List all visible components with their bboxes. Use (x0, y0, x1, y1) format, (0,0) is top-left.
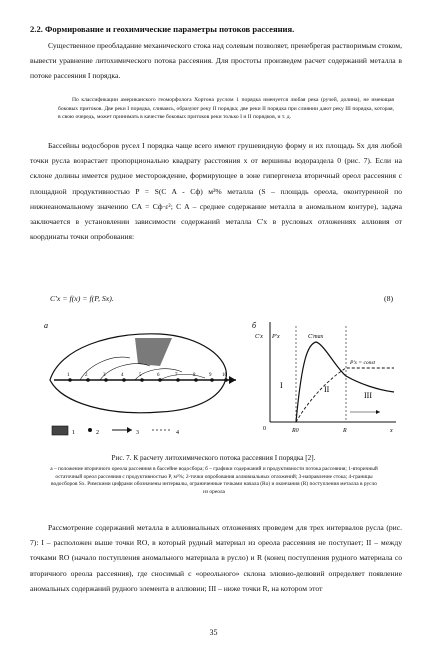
formula-8: C'x = f(x) = f(P, Sx). (50, 294, 114, 303)
legend-2: 2 (96, 430, 99, 436)
figure-title: Рис. 7. К расчету литохимического потока рассеяния I порядка [2]. (111, 454, 316, 462)
svg-text:2: 2 (85, 373, 88, 378)
legend-point-symbol (88, 428, 92, 432)
concentration-curve (296, 342, 394, 422)
svg-text:3: 3 (103, 373, 106, 378)
svg-text:7: 7 (175, 373, 178, 378)
legend-3: 3 (136, 430, 139, 436)
cmax-label: C'max (308, 334, 324, 340)
section-title: Формирование и геохимические параметры потоков рассеяния. (45, 24, 295, 34)
equation-number: (8) (384, 294, 394, 303)
footnote-horton: По классификации американского геоморфолога Хортона руслом 1 порядка именуется любая река (ручей, долина), не имеющая боковых притоков. Две реки I порядка, сливаясь, образуют реку II порядка; две реки II порядка при слиянии дают реку III порядка, которая, в свою очередь, может принимать в качестве боковых притоков реки только I и II порядков, и т. д. (58, 97, 394, 120)
section-number: 2.2. (30, 24, 43, 34)
x-axis-label: x (390, 428, 393, 434)
zone-ii-label: II (324, 385, 330, 394)
page-number: 35 (209, 628, 218, 637)
svg-text:1: 1 (67, 373, 70, 378)
paragraph-intro: Существенное преобладание механического стока над солевым позволяет, пренебрегая растворимым стоком, вывести уравнение литохимического потока рассеяния. Для простоты произведем расчет содержаний металла в потоке рассеяния I порядка. (30, 41, 402, 81)
zone-i-label: I (280, 381, 283, 390)
paragraph-intervals: Рассмотрение содержаний металла в аллювиальных отложениях проведем для трех интервалов русла (рис. 7): I – расположен выше точки RO, в который рудный материал из ореола рассеяния не поступает; II – между точками RO (начало поступления аномального материала в русло) и R (конец поступления рудного материала со вторичного ореола рассеяния), где сносимый с «ореольного» склона элювио-делювий определяет появление аномальных содержаний рудного элемента в аллювии; III – ниже точки R, на котором этот (30, 523, 402, 593)
basin-map-figure (40, 318, 246, 444)
r-label: R (343, 428, 347, 434)
r0-label: R0 (292, 428, 299, 434)
origin-label: 0 (263, 426, 266, 432)
productivity-curve (296, 368, 394, 422)
figure-label-b: б (252, 321, 257, 330)
flow-arrow (229, 376, 236, 384)
y2-label: P'x (272, 334, 280, 340)
figure-label-a: а (44, 321, 48, 330)
figure-legend (52, 426, 179, 436)
legend-1: 1 (72, 430, 75, 436)
svg-text:9: 9 (209, 373, 212, 378)
legend-halo-symbol (52, 426, 68, 435)
px-const-label: P'x = const (350, 360, 376, 366)
svg-text:6: 6 (157, 373, 160, 378)
zone-iii-label: III (364, 391, 372, 400)
concentration-graph (250, 318, 400, 444)
figure-caption: а – положение вторичного ореола рассеяния в бассейне водосбора; б – графики содержаний и продуктивности потока рассеяния; 1-вторичный остаточный ореол рассеяния с продуктивностью P, м²%; 2-точки опробования аллювиальных отложений; 3-направление стока; 4-границы водосборов Sx. Римскими цифрами обозначены интервалы, ограниченные точками начала (Ro) и окончания (R) поступления металла в русло из ореола (50, 466, 378, 496)
legend-4: 4 (176, 430, 179, 436)
svg-text:8: 8 (193, 373, 196, 378)
paragraph-basins: Бассейны водосборов русел I порядка чаще всего имеют грушевидную форму и их площадь Sx для любой точки русла возрастает пропорционально квадрату расстояния x от вершины водораздела 0 (рис. 7). Если на склоне долины имеется рудное месторождение, формирующее в зоне гипергенеза вторичный ореол рассеяния с площадной продуктивностью P = S(C A - Cф) м²% металла (S – площадь ореола, оконтуренной по нижнеаномальному значению CA = Cф·ε²; C A – среднее содержание металла в аномальном контуре), задача заключается в установлении зависимости содержаний металла C'x в русловых отложениях аллювия от координаты точки опробования: (30, 141, 402, 242)
secondary-halo (135, 338, 172, 366)
svg-text:10: 10 (222, 373, 227, 378)
y1-label: C'x (255, 334, 263, 340)
svg-text:4: 4 (121, 373, 124, 378)
section-heading (30, 24, 400, 34)
svg-text:5: 5 (139, 373, 142, 378)
